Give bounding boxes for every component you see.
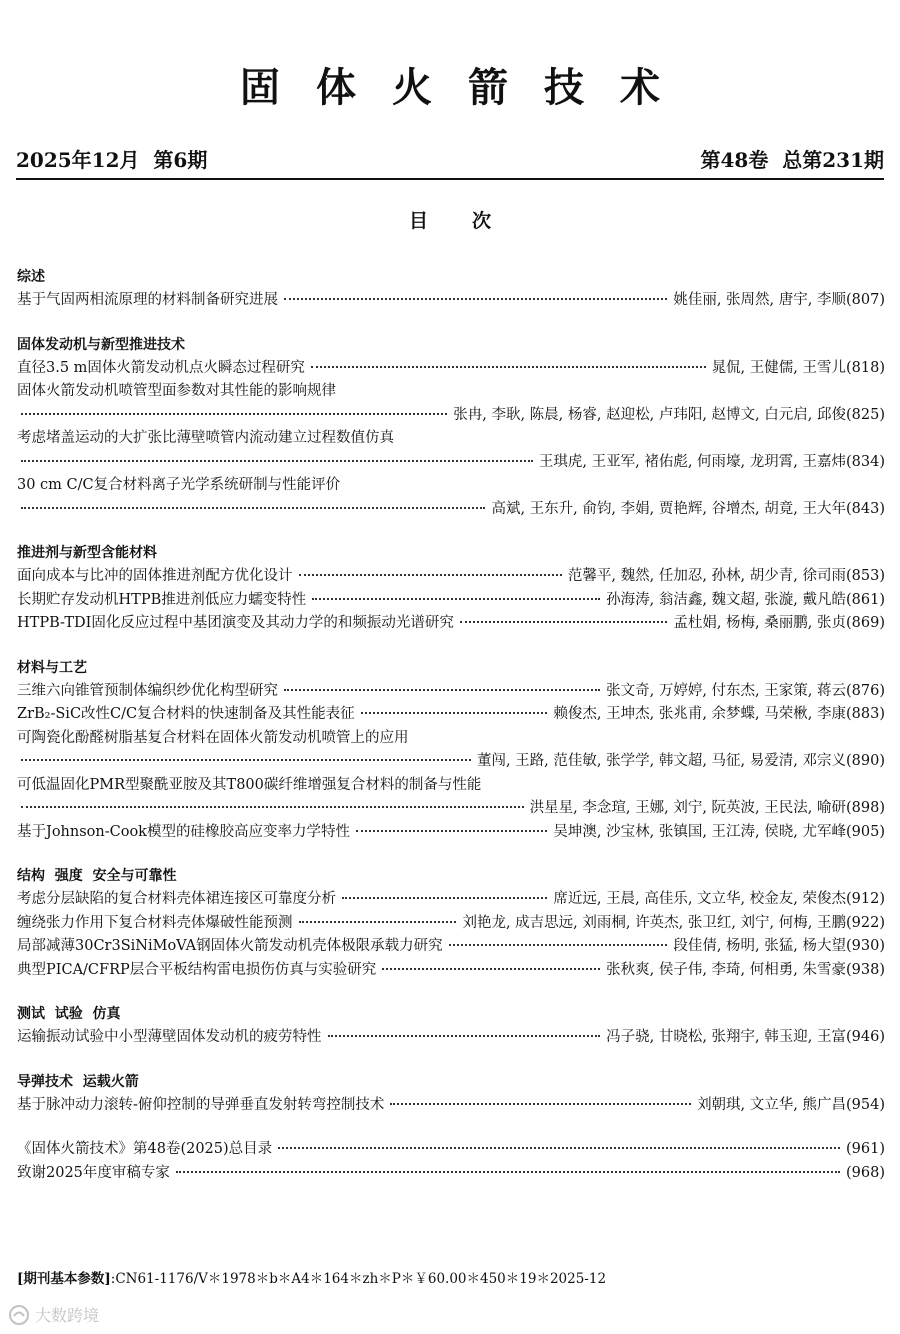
dot-leader: [284, 689, 600, 691]
watermark-text: 大数跨境: [35, 1306, 100, 1325]
table-of-contents: [17, 266, 885, 1206]
toc-entry[interactable]: [17, 912, 885, 936]
entry-title: 典型PICA/CFRP层合平板结构雷电损伤仿真与实验研究: [17, 961, 377, 978]
entry-page-number: (930): [846, 938, 885, 954]
dot-leader: [460, 621, 667, 623]
entry-authors: 赖俊杰, 王坤杰, 张兆甫, 余梦蝶, 马荣楸, 李康: [553, 706, 846, 722]
entry-page-number: (834): [846, 453, 885, 470]
toc-entry[interactable]: [17, 680, 885, 704]
entry-authors: 刘朝琪, 文立华, 熊广昌: [697, 1096, 846, 1113]
dot-leader: [21, 759, 471, 761]
toc-entry[interactable]: [17, 380, 885, 427]
dot-leader: [312, 598, 600, 600]
toc-entry[interactable]: [17, 935, 885, 959]
dot-leader: [299, 574, 562, 576]
toc-entry[interactable]: [17, 727, 885, 774]
entry-authors: 王琪虎, 王亚军, 褚佑彪, 何雨壕, 龙玥霄, 王嘉炜: [538, 453, 846, 470]
entry-page-number: (898): [846, 800, 885, 816]
journal-parameters-text: :CN61-1176/V＊1978＊b＊A4＊164＊zh＊P＊￥60.00＊450＊19＊2025-12: [110, 1271, 607, 1287]
dot-leader: [449, 944, 668, 946]
toc-entry[interactable]: [17, 427, 885, 474]
entry-title: 基于Johnson-Cook模型的硅橡胶高应变率力学特性: [17, 823, 350, 840]
toc-entry[interactable]: [17, 821, 885, 845]
toc-entry[interactable]: [17, 589, 885, 613]
toc-entry[interactable]: [17, 289, 885, 313]
header-divider: [16, 178, 884, 180]
entry-authors: 张秋爽, 侯子伟, 李琦, 何相勇, 朱雪豪: [606, 961, 846, 978]
entry-page-number: (961): [846, 1141, 885, 1157]
entry-title: 直径3.5 m固体火箭发动机点火瞬态过程研究: [17, 359, 305, 376]
toc-section: [17, 1071, 885, 1118]
entry-title: 《固体火箭技术》第48卷(2025)总目录: [17, 1141, 273, 1157]
toc-section: [17, 334, 885, 522]
entry-title: 可陶瓷化酚醛树脂基复合材料在固体火箭发动机喷管上的应用: [17, 729, 409, 746]
entry-authors: 吴坤澳, 沙宝林, 张镇国, 王江涛, 侯晓, 尤军峰: [553, 823, 846, 840]
entry-title: 致谢2025年度审稿专家: [17, 1164, 170, 1181]
entry-title: 考虑分层缺陷的复合材料壳体裙连接区可靠度分析: [17, 891, 336, 907]
entry-page-number: (922): [846, 914, 885, 931]
entry-authors: 姚佳丽, 张周然, 唐宇, 李顺: [673, 292, 846, 308]
toc-entry[interactable]: [17, 959, 885, 983]
entry-page-number: (869): [846, 615, 885, 631]
entry-page-number: (954): [846, 1096, 885, 1113]
entry-authors: 高斌, 王东升, 俞钧, 李娟, 贾艳辉, 谷增杰, 胡竟, 王大年: [491, 500, 846, 517]
entry-title: 面向成本与比冲的固体推进剂配方优化设计: [17, 568, 293, 584]
entry-page-number: (843): [846, 500, 885, 517]
entry-page-number: (968): [846, 1164, 885, 1181]
entry-page-number: (946): [846, 1029, 885, 1045]
entry-authors: 董闯, 王路, 范佳敏, 张学学, 韩文超, 马征, 易爱清, 邓宗义: [476, 753, 846, 769]
dot-leader: [21, 460, 533, 462]
entry-page-number: (883): [846, 706, 885, 722]
entry-authors: 孙海涛, 翁洁鑫, 魏文超, 张漩, 戴凡皓: [606, 591, 846, 608]
entry-authors: 席近远, 王晨, 高佳乐, 文立华, 校金友, 荣俊杰: [553, 891, 846, 907]
entry-page-number: (861): [846, 591, 885, 608]
section-title: 导弹技术 运载火箭: [17, 1073, 139, 1090]
entry-title: 基于脉冲动力滚转-俯仰控制的导弹垂直发射转弯控制技术: [17, 1096, 385, 1113]
toc-entry[interactable]: [17, 474, 885, 521]
dot-leader: [328, 1035, 601, 1037]
dot-leader: [342, 897, 547, 899]
issue-date-number: 2025年12月 第6期: [16, 148, 208, 172]
dot-leader: [278, 1147, 840, 1149]
dot-leader: [21, 507, 485, 509]
watermark: [8, 1303, 99, 1326]
toc-entry[interactable]: [17, 1162, 885, 1186]
entry-page-number: (825): [846, 406, 885, 423]
entry-authors: 冯子骁, 甘晓松, 张翔宇, 韩玉迎, 王富: [606, 1029, 846, 1045]
watermark-logo-icon: [8, 1304, 30, 1326]
dot-leader: [361, 712, 548, 714]
section-title: 固体发动机与新型推进技术: [17, 336, 185, 353]
dot-leader: [21, 806, 524, 808]
entry-title: 考虑堵盖运动的大扩张比薄壁喷管内流动建立过程数值仿真: [17, 430, 394, 446]
entry-title: 缠绕张力作用下复合材料壳体爆破性能预测: [17, 914, 293, 931]
toc-entry[interactable]: [17, 1026, 885, 1050]
journal-title: 固体火箭技术: [240, 65, 696, 111]
toc-section: [17, 542, 885, 636]
entry-title: 固体火箭发动机喷管型面参数对其性能的影响规律: [17, 383, 336, 399]
toc-entry[interactable]: [17, 774, 885, 821]
toc-section: [17, 1003, 885, 1050]
dot-leader: [356, 830, 547, 832]
entry-authors: 洪星星, 李念瑄, 王娜, 刘宁, 阮英波, 王民法, 喻研: [529, 800, 846, 816]
dot-leader: [390, 1103, 691, 1105]
toc-entry[interactable]: [17, 612, 885, 636]
toc-section: [17, 657, 885, 845]
journal-parameters-label: [期刊基本参数]: [17, 1271, 111, 1287]
toc-section: [17, 1138, 885, 1185]
toc-entry[interactable]: [17, 703, 885, 727]
toc-section: [17, 266, 885, 313]
volume-total-number: 第48卷 总第231期: [700, 148, 884, 172]
entry-title: 运输振动试验中小型薄壁固体发动机的疲劳特性: [17, 1029, 322, 1045]
entry-title: 可低温固化PMR型聚酰亚胺及其T800碳纤维增强复合材料的制备与性能: [17, 776, 482, 793]
entry-page-number: (938): [846, 961, 885, 978]
entry-page-number: (890): [846, 753, 885, 769]
entry-authors: 张冉, 李耿, 陈晨, 杨睿, 赵迎松, 卢玮阳, 赵博文, 白元启, 邱俊: [453, 406, 846, 423]
entry-authors: 段佳倩, 杨明, 张猛, 杨大望: [673, 938, 846, 954]
entry-page-number: (818): [846, 359, 885, 376]
toc-entry[interactable]: [17, 565, 885, 589]
dot-leader: [21, 413, 447, 415]
entry-authors: 孟杜娟, 杨梅, 桑丽鹏, 张贞: [673, 615, 846, 631]
toc-entry[interactable]: [17, 1094, 885, 1118]
journal-parameters: [17, 1267, 606, 1291]
section-title: 结构 强度 安全与可靠性: [17, 868, 177, 884]
toc-section: [17, 865, 885, 982]
entry-title: 长期贮存发动机HTPB推进剂低应力蠕变特性: [17, 591, 307, 608]
entry-title: 基于气固两相流原理的材料制备研究进展: [17, 292, 278, 308]
entry-title: 三维六向锥管预制体编织纱优化构型研究: [17, 682, 278, 699]
entry-title: 局部减薄30Cr3SiNiMoVA钢固体火箭发动机壳体极限承载力研究: [17, 938, 443, 954]
dot-leader: [284, 298, 667, 300]
issue-info-bar: [16, 144, 884, 176]
section-title: 材料与工艺: [17, 659, 87, 676]
dot-leader: [311, 366, 706, 368]
section-title: 综述: [17, 269, 45, 285]
entry-page-number: (912): [846, 891, 885, 907]
section-title: 测试 试验 仿真: [17, 1006, 121, 1022]
entry-authors: 刘艳龙, 成吉思远, 刘雨桐, 许英杰, 张卫红, 刘宁, 何梅, 王鹏: [462, 914, 846, 931]
section-title: 推进剂与新型含能材料: [17, 545, 157, 561]
entry-authors: 晁侃, 王健儒, 王雪儿: [711, 359, 846, 376]
entry-page-number: (876): [846, 682, 885, 699]
dot-leader: [299, 921, 457, 923]
toc-entry[interactable]: [17, 888, 885, 912]
dot-leader: [382, 968, 600, 970]
toc-entry[interactable]: [17, 357, 885, 381]
entry-title: ZrB₂-SiC改性C/C复合材料的快速制备及其性能表征: [17, 706, 355, 722]
dot-leader: [176, 1171, 840, 1173]
entry-authors: 范馨平, 魏然, 任加忍, 孙林, 胡少青, 徐司雨: [567, 568, 846, 584]
entry-title: 30 cm C/C复合材料离子光学系统研制与性能评价: [17, 477, 341, 493]
entry-page-number: (905): [846, 823, 885, 840]
entry-page-number: (807): [846, 292, 885, 308]
entry-title: HTPB-TDI固化反应过程中基团演变及其动力学的和频振动光谱研究: [17, 615, 454, 631]
toc-heading: 目次: [408, 210, 535, 232]
entry-page-number: (853): [846, 568, 885, 584]
toc-entry[interactable]: [17, 1138, 885, 1162]
entry-authors: 张文奇, 万婷婷, 付东杰, 王家策, 蒋云: [606, 682, 846, 699]
